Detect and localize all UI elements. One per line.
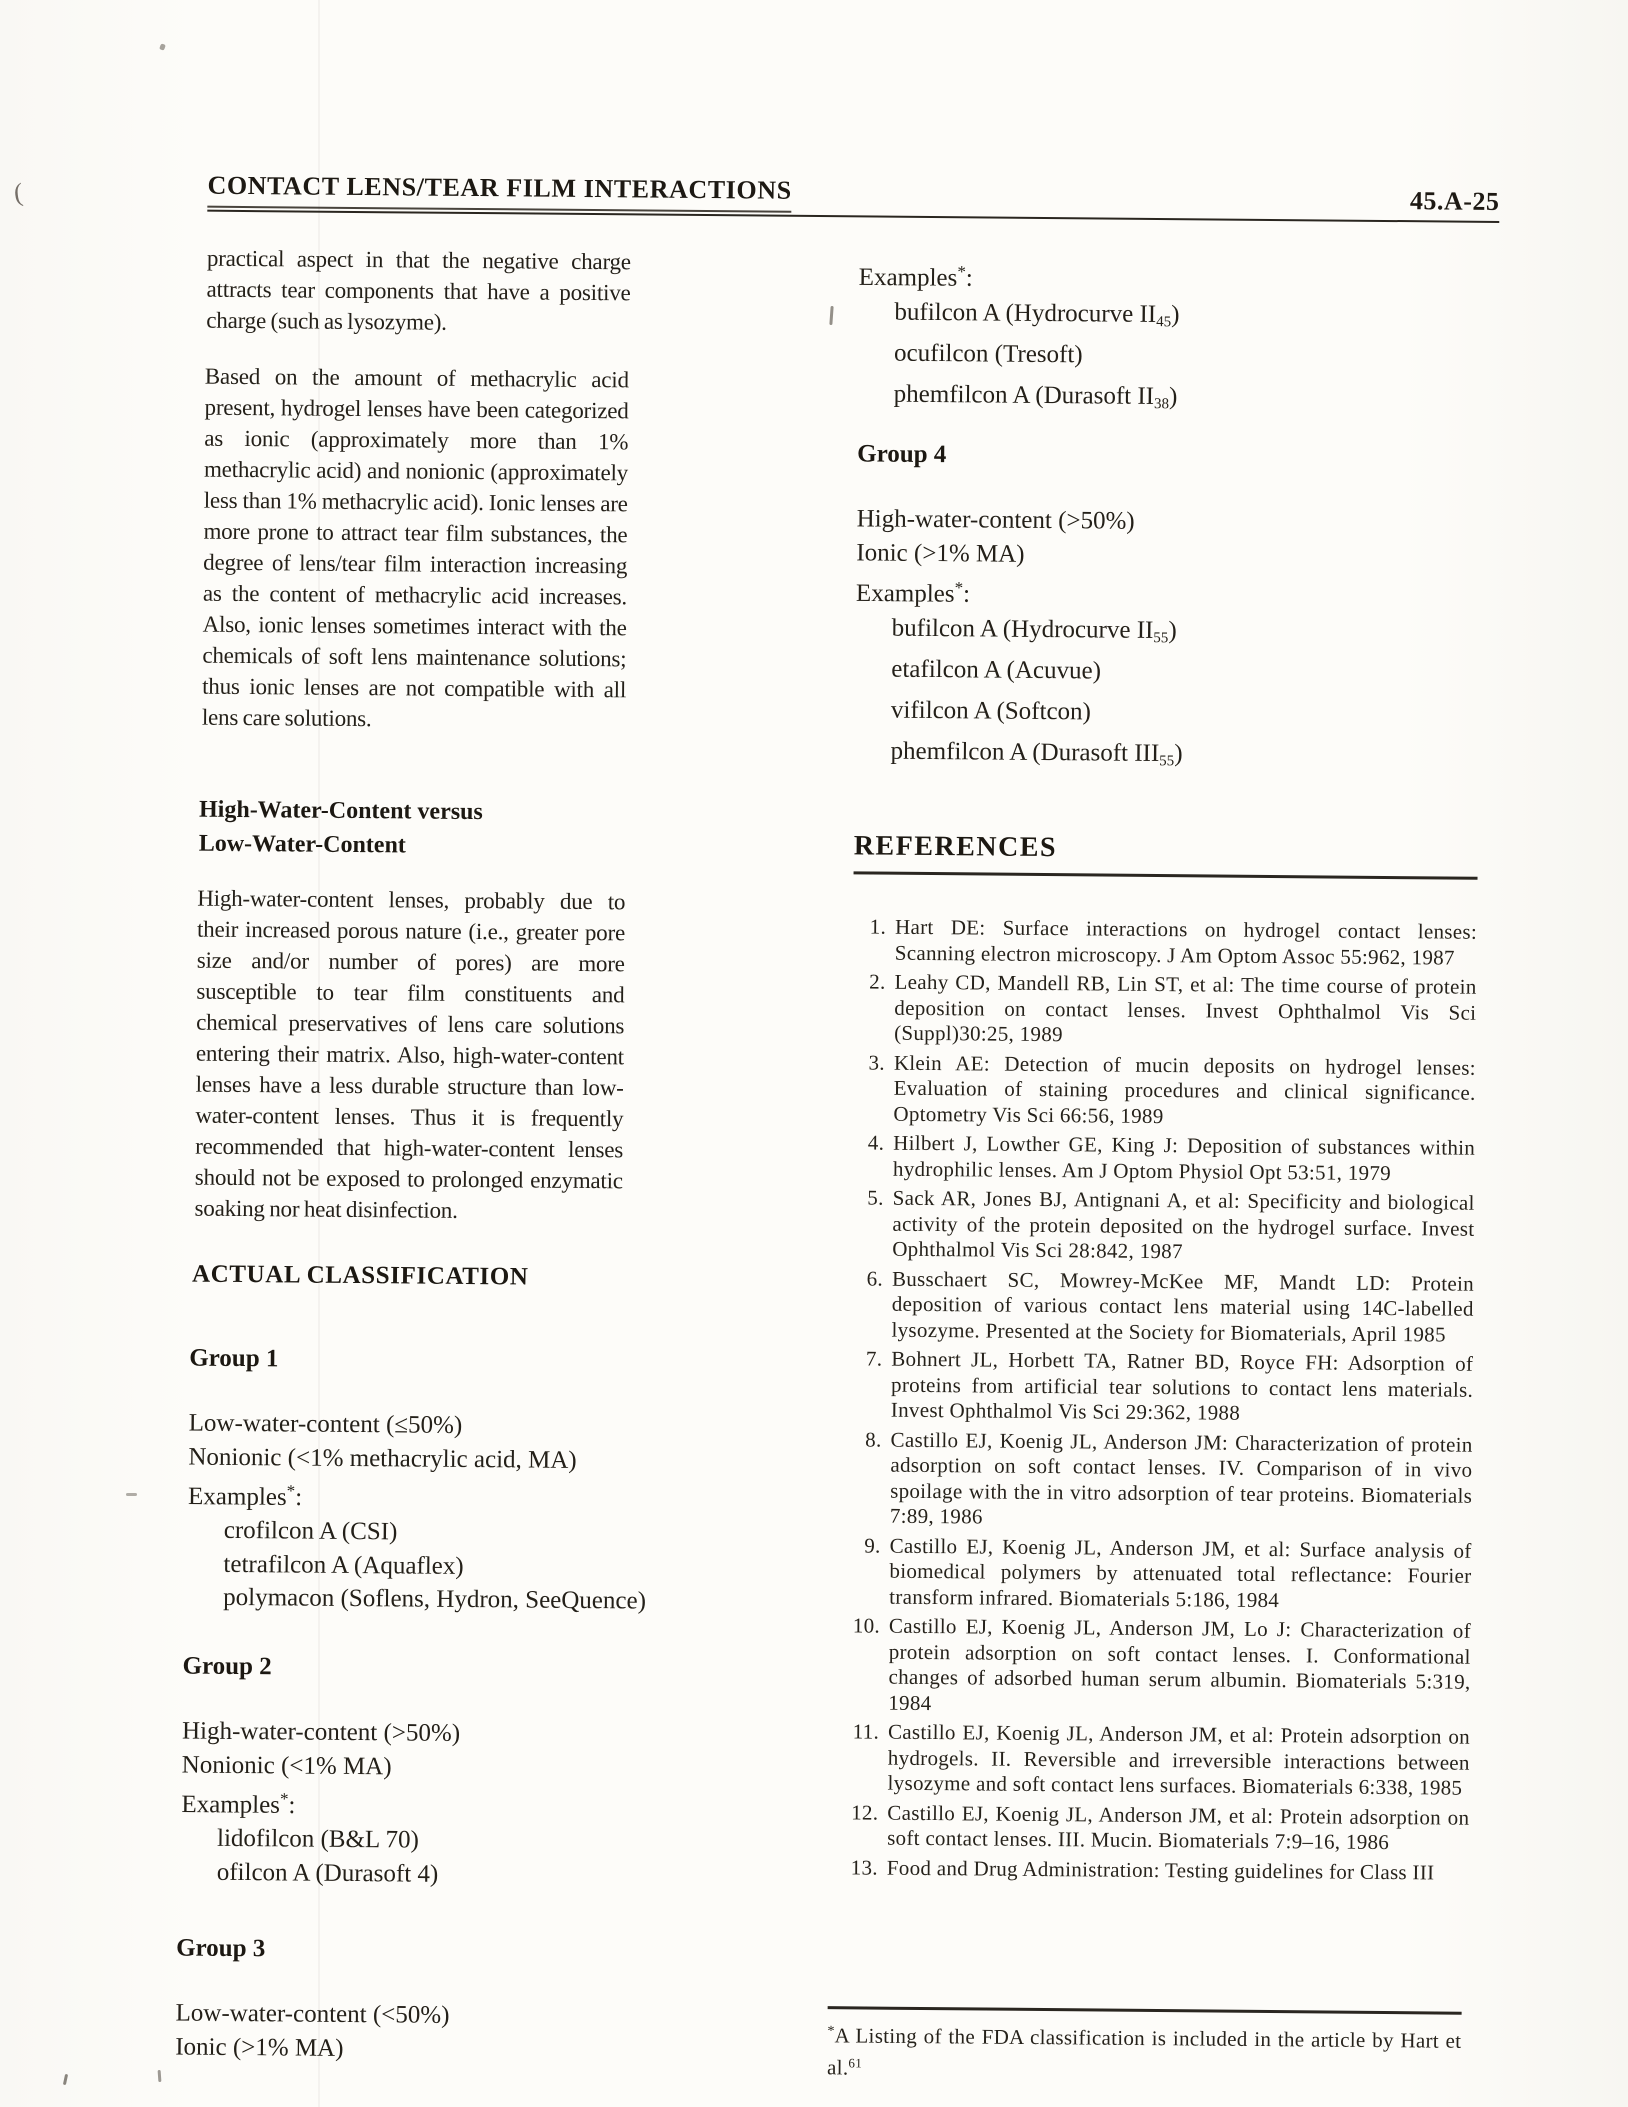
reference-text: Food and Drug Administration: Testing guidelines for Class III <box>886 1855 1435 1884</box>
reference-text: Castillo EJ, Koenig JL, Anderson JM, et al: Surface analysis of biomedical polymers by attenuated total reflectance: Fourier transform infrared. Biomaterials 5:186, 1984 <box>889 1533 1472 1612</box>
reference-text: Castillo EJ, Koenig JL, Anderson JM, Lo J: Characterization of protein adsorption on soft contact lenses. I. Conformational changes of adsorbed human serum albumin. Biomaterials 5:319, 1984 <box>888 1613 1472 1715</box>
fda-classification-footnote <box>827 2006 1462 2087</box>
group-2-example: ofilcon A (Durasoft 4) <box>216 1858 439 1888</box>
group-1-title: Group 1 <box>189 1344 279 1373</box>
group-4-title: Group 4 <box>857 440 947 469</box>
group-2-property: High-water-content (>50%) <box>181 1717 461 1747</box>
reference-item <box>849 1346 1474 1428</box>
reference-number: 7. <box>865 1346 883 1371</box>
group-1-property: Low-water-content (≤50%) <box>188 1409 463 1439</box>
scan-paren-mark: ( <box>12 177 25 208</box>
subsection-heading-water-content <box>199 793 483 863</box>
reference-text: Hilbert J, Lowther GE, King J: Deposition of substances within hydrophilic lenses. Am J Optom Physiol Opt 53:51, 1979 <box>892 1130 1476 1185</box>
group-2-block <box>181 1653 461 1891</box>
paragraph-high-water-content: High-water-content lenses, probably due to their increased porous nature (i.e., greater pore size and/or number of pores) are more susceptible to tear film constituents and chemical preservatives of lens care solutions entering their matrix. Also, high-water-content lenses have a less durable structure than low-water-content lenses. Thus it is frequently recommended that high-water-content lenses should not be exposed to prolonged enzymatic soaking nor heat disinfection. <box>194 885 626 1223</box>
footnote-citation-superscript: 61 <box>848 2055 863 2071</box>
reference-text: Bohnert JL, Horbett TA, Ratner BD, Royce FH: Adsorption of proteins from artificial tear solutions to contact lens materials. Invest Ophthalmol Vis Sci 29:362, 1988 <box>890 1346 1474 1425</box>
subsection-heading-line-1: High-Water-Content versus <box>198 796 483 826</box>
reference-number: 13. <box>850 1854 878 1880</box>
footnote-asterisk: * <box>286 1481 296 1501</box>
group-4-example <box>855 693 1183 737</box>
reference-text: Sack AR, Jones BJ, Antignani A, et al: Specificity and biological activity of the protein deposited on the hydrogel surface. Invest Ophthalmol Vis Sci 28:842, 1987 <box>892 1185 1475 1264</box>
group-1-examples-label <box>188 1474 647 1518</box>
paragraph-methacrylic-acid: Based on the amount of methacrylic acid present, hydrogel lenses have been categorized as ionic (approximately more than 1% methacrylic acid) and nonionic (approximately less than 1% methacrylic acid). Ionic lenses are more prone to attract tear film substances, the degree of lens/tear film interaction increasing as the content of methacrylic acid increases. Also, ionic lenses sometimes interact with the chemicals of soft lens maintenance solutions; thus ionic lenses are not compatible with all lens care solutions. <box>201 363 629 732</box>
group-1-example: crofilcon A (CSI) <box>223 1516 398 1546</box>
subsection-heading-line-2: Low-Water-Content <box>198 830 406 859</box>
lens-name: bufilcon A (Hydrocurve II <box>894 298 1157 328</box>
reference-item <box>852 969 1477 1051</box>
reference-item <box>851 1050 1476 1132</box>
reference-item <box>853 914 1477 970</box>
continued-example <box>858 336 1179 380</box>
group-2-example: lidofilcon (B&L 70) <box>216 1824 420 1854</box>
page-number: 45.A-25 <box>1409 186 1500 216</box>
examples-word: Examples <box>187 1483 287 1511</box>
footnote-text: A Listing of the FDA classification is included in the article by Hart et al. <box>827 2023 1462 2080</box>
reference-number: 1. <box>869 914 887 939</box>
water-content-subscript: 45 <box>1156 313 1172 330</box>
close-paren: ) <box>1168 382 1178 411</box>
footnote-asterisk: * <box>957 262 966 282</box>
reference-number: 2. <box>869 969 886 994</box>
lens-name: vifilcon A (Softcon) <box>890 696 1092 726</box>
water-content-subscript: 38 <box>1153 396 1170 413</box>
group-1-example: tetrafilcon A (Aquaflex) <box>223 1550 464 1580</box>
reference-number: 6. <box>866 1265 884 1291</box>
lens-name: bufilcon A (Hydrocurve II <box>891 614 1154 644</box>
references-heading: REFERENCES <box>854 830 1478 879</box>
reference-number: 8. <box>865 1426 882 1452</box>
reference-number: 10. <box>852 1613 881 1638</box>
reference-item <box>850 1185 1475 1267</box>
paragraph-continuation: practical aspect in that the negative charge attracts tear components that have a positive charge (such as lysozyme). <box>206 245 631 335</box>
close-paren: ) <box>1171 300 1180 328</box>
examples-colon: : <box>965 264 973 292</box>
group-3-property: Ionic (>1% MA) <box>175 2032 344 2062</box>
reference-number: 9. <box>864 1532 881 1558</box>
footnote-asterisk: * <box>279 1789 289 1809</box>
group-4-block <box>854 440 1185 778</box>
reference-item <box>848 1427 1473 1534</box>
group-1-block <box>187 1345 648 1618</box>
reference-text: Castillo EJ, Koenig JL, Anderson JM, et al: Protein adsorption on hydrogels. II. Reversible and irreversible interactions between lysozyme and soft contact lens surfaces. Biomaterials 6:338, 1985 <box>887 1719 1471 1800</box>
reference-text: Castillo EJ, Koenig JL, Anderson JM, et al: Protein adsorption on soft contact lenses. III. Mucin. Biomaterials 7:9–16, 1986 <box>887 1800 1470 1855</box>
reference-number: 11. <box>852 1719 880 1744</box>
reference-item <box>845 1855 1469 1886</box>
reference-text: Castillo EJ, Koenig JL, Anderson JM: Characterization of protein adsorption on soft contact lenses. IV. Comparison of in vivo spoilage with the in vitro adsorption of tear proteins. Biomaterials 7:89, 1986 <box>889 1427 1473 1529</box>
reference-text: Leahy CD, Mandell RB, Lin ST, et al: The time course of protein deposition on contact lenses. Invest Ophthalmol Vis Sci (Suppl)30:25, 1989 <box>894 969 1477 1047</box>
close-paren: ) <box>1168 616 1177 644</box>
group-2-title: Group 2 <box>182 1652 272 1681</box>
reference-item <box>845 1800 1469 1856</box>
examples-word: Examples <box>855 579 955 608</box>
continued-example <box>858 295 1179 339</box>
reference-text: Hart DE: Surface interactions on hydrogel contact lenses: Scanning electron microscopy. J Am Optom Assoc 55:962, 1987 <box>894 914 1478 970</box>
reference-text: Busschaert SC, Mowrey-McKee MF, Mandt LD: Protein deposition of various contact lens material using 14C-labelled lysozyme. Presented at the Society for Biomaterials, April 1985 <box>891 1266 1475 1347</box>
group-2-examples-label <box>181 1782 459 1824</box>
continued-examples-block <box>858 254 1180 421</box>
group-3-property: Low-water-content (<50%) <box>175 1999 450 2029</box>
group-3-title: Group 3 <box>176 1934 266 1963</box>
group-4-example <box>854 734 1182 778</box>
reference-number: 3. <box>868 1049 886 1075</box>
lens-name: phemfilcon A (Durasoft II <box>893 380 1155 410</box>
lens-name: phemfilcon A (Durasoft III <box>890 737 1160 768</box>
examples-colon: : <box>288 1791 296 1820</box>
examples-word: Examples <box>181 1791 281 1819</box>
continued-example <box>858 377 1179 421</box>
references-list <box>845 914 1477 1889</box>
examples-colon: : <box>295 1483 303 1512</box>
reference-number: 5. <box>867 1185 884 1210</box>
page-header <box>207 171 1499 223</box>
water-content-subscript: 55 <box>1153 629 1169 646</box>
reference-text: Klein AE: Detection of mucin deposits on hydrogel lenses: Evaluation of staining procedures and clinical significance. Optometry Vis Sci 66:56, 1989 <box>893 1050 1476 1128</box>
reference-number: 12. <box>851 1799 879 1825</box>
group-3-block <box>175 1934 450 2065</box>
group-1-property: Nonionic (<1% methacrylic acid, MA) <box>188 1443 577 1474</box>
examples-colon: : <box>962 580 971 608</box>
lens-name: ocufilcon (Tresoft) <box>893 339 1083 369</box>
group-2-property: Nonionic (<1% MA) <box>181 1751 392 1780</box>
reference-item <box>849 1266 1474 1348</box>
continued-examples-label <box>859 254 1180 297</box>
section-heading-actual-classification: ACTUAL CLASSIFICATION <box>191 1260 529 1291</box>
water-content-subscript: 55 <box>1159 753 1175 770</box>
lens-name: etafilcon A (Acuvue) <box>891 655 1102 685</box>
running-header-title: CONTACT LENS/TEAR FILM INTERACTIONS <box>207 171 792 213</box>
reference-item <box>846 1613 1471 1720</box>
footnote-asterisk: * <box>827 2023 835 2040</box>
footnote-asterisk: * <box>954 578 964 598</box>
examples-word: Examples <box>858 263 958 292</box>
group-4-examples-label <box>856 570 1184 613</box>
reference-item <box>851 1130 1475 1186</box>
group-4-property: Ionic (>1% MA) <box>856 539 1025 568</box>
group-1-example: polymacon (Soflens, Hydron, SeeQuence) <box>223 1583 647 1615</box>
group-4-property: High-water-content (>50%) <box>856 505 1135 535</box>
group-4-example <box>855 652 1183 696</box>
reference-number: 4. <box>867 1130 885 1155</box>
close-paren: ) <box>1174 740 1183 768</box>
group-4-example <box>855 611 1183 655</box>
reference-item <box>847 1533 1472 1615</box>
reference-item <box>845 1719 1470 1801</box>
